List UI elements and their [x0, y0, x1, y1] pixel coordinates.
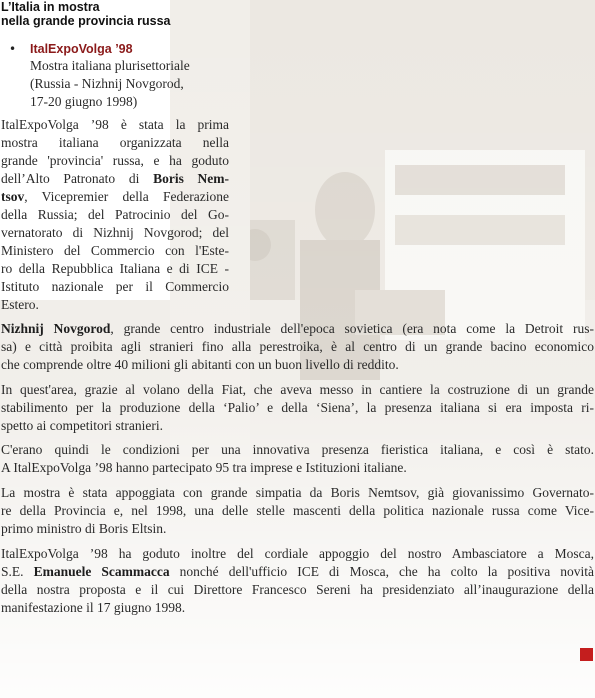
text-line: [1, 563, 594, 581]
text-line: [1, 206, 229, 224]
text-line: [1, 260, 229, 278]
bold-name: tsov: [1, 189, 25, 204]
text-line: [1, 581, 594, 599]
line-text: stabilimento per la produzione della ‘Palio’ e della ‘Siena’, la presenza italiana si era imposta ri-: [1, 400, 594, 415]
line-text: Estero.: [1, 297, 39, 312]
text-line: [1, 296, 229, 314]
line-text: mostra italiana organizzata nella: [1, 135, 229, 150]
paragraph-nemtsov: [1, 484, 594, 538]
text-line: [1, 441, 594, 459]
line-text: , Vicepremier della Federazione: [24, 189, 229, 204]
bold-name: Boris Nem-: [153, 171, 230, 186]
header-line-1: L’Italia in mostra: [1, 0, 100, 14]
bold-name: Nizhnij Novgorod: [1, 321, 111, 336]
line-text: C'erano quindi le condizioni per una innovativa presenza fieristica italiana, e così è stato.: [1, 442, 594, 457]
end-marker-square: [580, 648, 593, 661]
line-text: ItalExpoVolga ’98 è stata la prima: [1, 117, 229, 132]
line-text: manifestazione il 17 giugno 1998.: [1, 600, 186, 615]
line-text: spetto ai competitori stranieri.: [1, 418, 163, 433]
line-text: ItalExpoVolga ’98 ha goduto inoltre del cordiale appoggio del nostro Ambasciatore a Mosca,: [1, 546, 594, 561]
text-line: [1, 417, 594, 435]
text-line: [1, 278, 229, 296]
text-line: [1, 356, 594, 374]
line-text: che comprende oltre 40 milioni gli abitanti con un buon livello di reddito.: [1, 357, 399, 372]
text-line: [1, 545, 594, 563]
line-text: re della Provincia e, nel 1998, una delle stelle mascenti della politica nazionale russa come Vice-: [1, 503, 594, 518]
line-text: della Russia; del Patrocinio del Go-: [1, 207, 229, 222]
page-header: [1, 0, 171, 28]
text-line: [1, 338, 594, 356]
text-line: [1, 484, 594, 502]
text-line: [1, 320, 594, 338]
line-text: vernatorato di Nizhnij Novgorod; del: [1, 225, 229, 240]
line-text: Ministero del Commercio con l'Este-: [1, 243, 229, 258]
event-location: (Russia - Nizhnij Novgorod,: [30, 76, 184, 91]
paragraph-fiat: [1, 381, 594, 435]
line-text: S.E.: [1, 564, 34, 579]
text-line: [1, 381, 594, 399]
bullet-marker-icon: •: [9, 42, 17, 56]
text-line: [1, 520, 594, 538]
line-text: sa) e città proibita agli stranieri fino alla perestroika, è al centro di un grande bacino economico: [1, 339, 594, 354]
text-line: [1, 242, 229, 260]
text-line: [1, 170, 229, 188]
text-line: [1, 188, 229, 206]
paragraph-nizhnij: [1, 320, 594, 374]
header-line-2: nella grande provincia russa: [1, 14, 171, 28]
line-text: In quest'area, grazie al volano della Fiat, che aveva messo in cantiere la costruzione di un grande: [1, 382, 594, 397]
text-line: [1, 116, 229, 134]
bold-name: Emanuele Scammacca: [33, 564, 170, 579]
text-line: [1, 502, 594, 520]
line-text: nonché dell'ufficio ICE di Mosca, che ha colto la positiva novità: [169, 564, 595, 579]
text-line: [1, 399, 594, 417]
text-line: [1, 152, 229, 170]
line-text: grande 'provincia' russa, e ha goduto: [1, 153, 229, 168]
line-text: A ItalExpoVolga ’98 hanno partecipato 95 tra imprese e Istituzioni italiane.: [1, 460, 407, 475]
text-line: [1, 224, 229, 242]
line-text: La mostra è stata appoggiata con grande simpatia da Boris Nemtsov, già giovanissimo Governato-: [1, 485, 594, 500]
text-line: [1, 134, 229, 152]
text-line: [1, 599, 594, 617]
event-subtitle: Mostra italiana plurisettoriale: [30, 58, 190, 73]
event-dates: 17-20 giugno 1998): [30, 94, 138, 109]
intro-paragraph: [1, 116, 229, 314]
paragraph-ambassador: [1, 545, 594, 617]
line-text: ro della Repubblica Italiana e di ICE -: [1, 261, 229, 276]
line-text: dell’Alto Patronato di: [1, 171, 154, 186]
paragraph-conditions: [1, 441, 594, 477]
line-text: , grande centro industriale dell'epoca sovietica (era nota come la Detroit rus-: [110, 321, 594, 336]
line-text: primo ministro di Boris Eltsin.: [1, 521, 167, 536]
text-line: [1, 459, 594, 477]
line-text: della nostra proposta e il cui Direttore Francesco Sereni ha presidenziato all’inaugurazione della: [1, 582, 594, 597]
event-title: ItalExpoVolga ’98: [30, 42, 133, 56]
line-text: Istituto nazionale per il Commercio: [1, 279, 229, 294]
